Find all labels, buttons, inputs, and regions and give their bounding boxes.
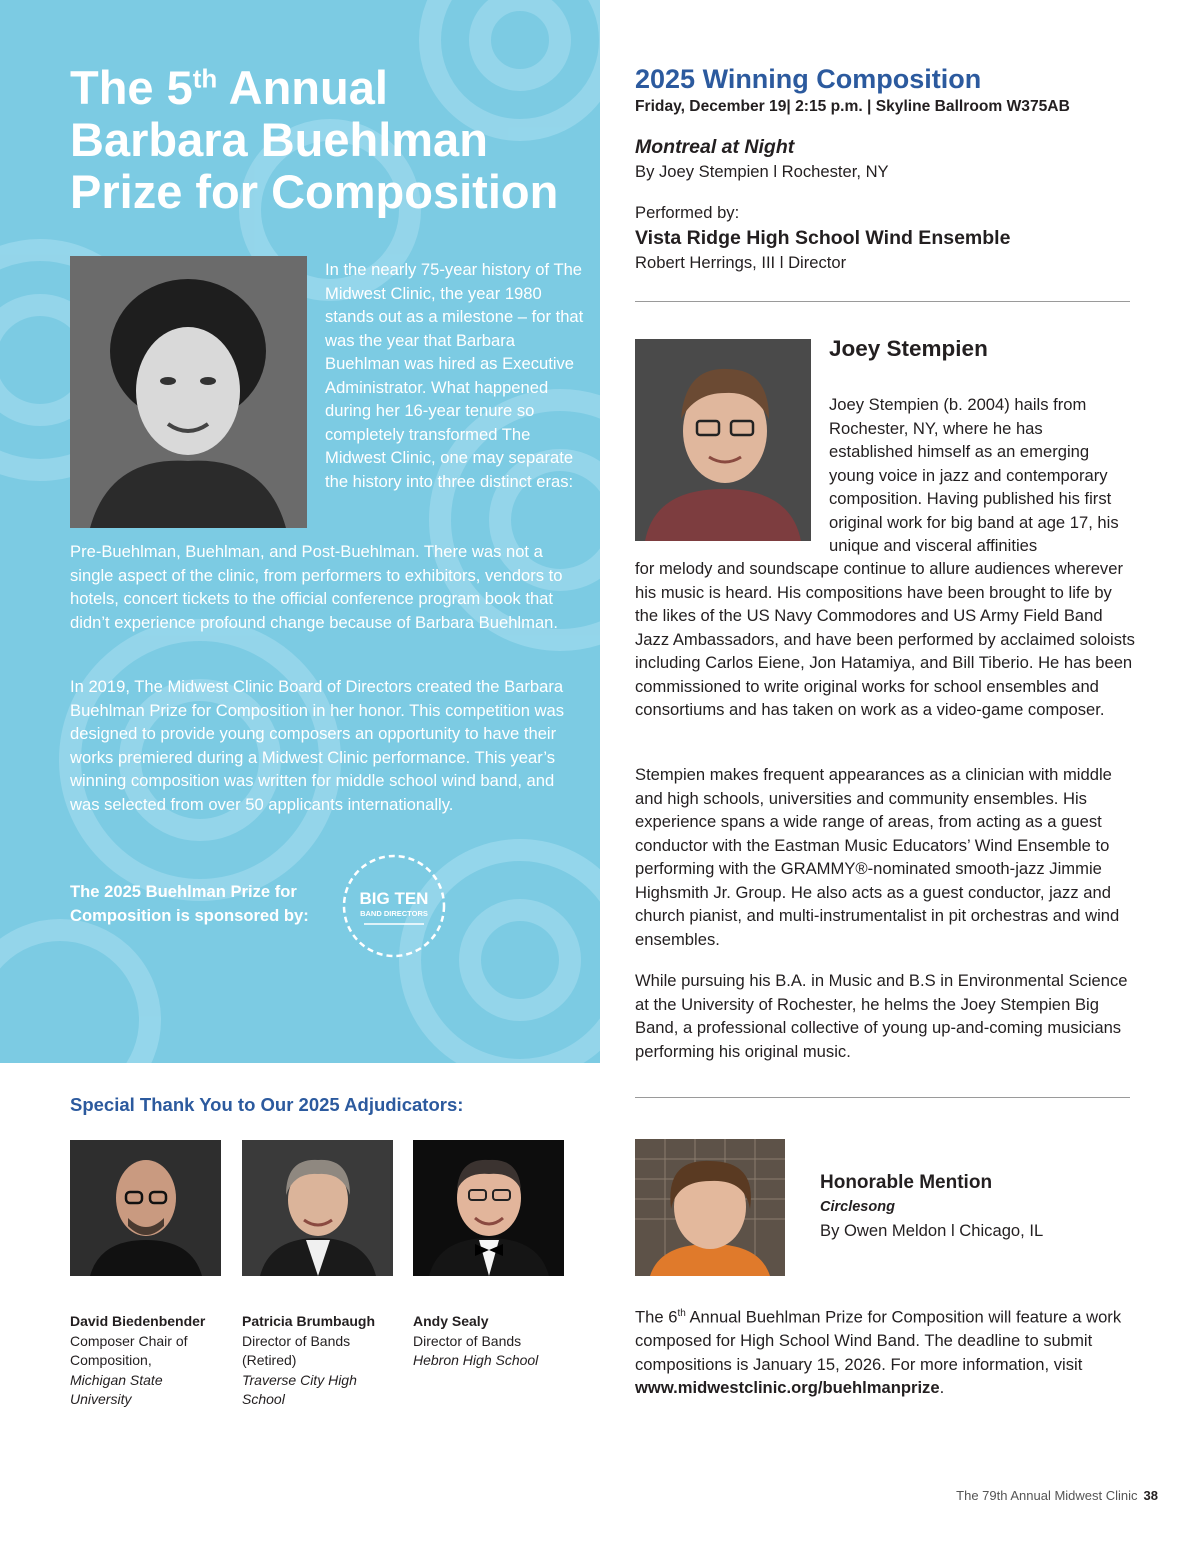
page-title: The 5th Annual Barbara Buehlman Prize for Composition: [70, 61, 559, 218]
sponsor-label: The 2025 Buehlman Prize for Composition is sponsored by:: [70, 882, 309, 925]
adjudicator-role: Director of Bands: [413, 1332, 522, 1349]
page-footer: [956, 1488, 1158, 1503]
adjudicator-name: Andy Sealy: [413, 1313, 489, 1329]
adjudicator-card: [70, 1140, 221, 1410]
page-number: 38: [1143, 1488, 1158, 1503]
winning-piece-title: Montreal at Night: [635, 136, 795, 158]
adjudicator-card: [242, 1140, 393, 1410]
performing-ensemble: Vista Ridge High School Wind Ensemble: [635, 227, 1011, 249]
bio-paragraph-continued: for melody and soundscape continue to allure audiences wherever his music is heard. His compositions have been brought to life by the likes of the US Navy Commodores and US Army Field Band Jazz Ambassadors, and have been performed by acclaimed soloists including Carlos Eiene, Jon Hatamiya, and Bill Tiberio. He has been commissioned to write original works for school ensembles and consortiums and has taken on work as a video-game composer.: [635, 559, 1135, 719]
joey-stempien-photo: [635, 339, 811, 541]
adjudicator-affiliation: Traverse City High School: [242, 1371, 357, 1407]
honorable-mention-heading: Honorable Mention: [820, 1172, 993, 1193]
adjudicator-role: Composer Chair of Composition,: [70, 1332, 188, 1368]
winning-piece-composer: By Joey Stempien l Rochester, NY: [635, 162, 889, 181]
adjudicator-name: Patricia Brumbaugh: [242, 1313, 376, 1329]
svg-text:BAND DIRECTORS: BAND DIRECTORS: [360, 909, 428, 918]
prize-website-link[interactable]: www.midwestclinic.org/buehlmanprize: [635, 1378, 940, 1398]
adjudicators-heading: Special Thank You to Our 2025 Adjudicators:: [70, 1094, 464, 1115]
honorable-mention-composer: By Owen Meldon l Chicago, IL: [820, 1221, 1044, 1240]
adjudicator-photo: [70, 1140, 221, 1276]
owen-meldon-photo: [635, 1139, 785, 1276]
divider: [635, 301, 1130, 302]
next-year-announcement: The 6th Annual Buehlman Prize for Composition will feature a work composed for High School Wind Band. The deadline to submit compositions is January 15, 2026. For more information, visit www.midwestclinic.org/buehlmanprize.: [635, 1307, 1122, 1398]
big-ten-band-directors-logo: [340, 852, 448, 960]
barbara-buehlman-portrait: [70, 256, 307, 528]
svg-text:BIG TEN: BIG TEN: [359, 889, 429, 908]
prize-history-paragraph: In 2019, The Midwest Clinic Board of Directors created the Barbara Buehlman Prize for Composition in her honor. This competition was designed to provide young composers an opportunity to have their works premiered during a Midwest Clinic performance. This year’s winning composition was written for middle school wind band, and was selected from over 50 applicants internationally.: [70, 677, 565, 814]
bio-paragraph-side: Joey Stempien (b. 2004) hails from Rochester, NY, where he has established himself as an emerging young voice in jazz and contemporary composition. Having published his first original work for big band at age 17, his unique and visceral affinities: [829, 395, 1119, 555]
footer-publication: The 79th Annual Midwest Clinic: [956, 1488, 1138, 1503]
honorable-mention-piece: Circlesong: [820, 1199, 895, 1215]
divider: [635, 1097, 1130, 1098]
ensemble-director: Robert Herrings, III l Director: [635, 253, 847, 272]
adjudicator-card: [413, 1140, 564, 1371]
adjudicator-photo: [413, 1140, 564, 1276]
performance-date-location: Friday, December 19| 2:15 p.m. | Skyline Ballroom W375AB: [635, 98, 1070, 115]
intro-paragraph-side: In the nearly 75-year history of The Midwest Clinic, the year 1980 stands out as a milestone – for that was the year that Barbara Buehlman was hired as Executive Administrator. What happened during her 16-year tenure so completely transformed The Midwest Clinic, one may separate the history into three distinct eras:: [325, 260, 584, 491]
intro-panel: [0, 0, 600, 1063]
bio-paragraph-3: While pursuing his B.A. in Music and B.S in Environmental Science at the University of Rochester, he helms the Joey Stempien Big Band, a professional collective of young up-and-coming musicians performing his original music.: [635, 971, 1128, 1061]
adjudicator-affiliation: Michigan State University: [70, 1371, 163, 1407]
adjudicator-name: David Biedenbender: [70, 1313, 206, 1329]
bio-name-heading: Joey Stempien: [829, 336, 988, 361]
adjudicator-role: Director of Bands (Retired): [242, 1332, 351, 1368]
adjudicator-photo: [242, 1140, 393, 1276]
bio-paragraph-2: Stempien makes frequent appearances as a clinician with middle and high schools, universities and community ensembles. His experience spans a wide range of areas, from acting as a guest conductor with the Eastman Music Educators’ Wind Ensemble to performing with the GRAMMY®-nominated smooth-jazz Jimmie Highsmith Jr. Group. He also acts as a guest conductor, jazz and church pianist, and multi-instrumentalist in pit orchestras and wind ensembles.: [635, 765, 1120, 949]
performed-by-label: Performed by:: [635, 203, 740, 222]
winning-composition-heading: 2025 Winning Composition: [635, 64, 982, 94]
intro-paragraph-continued: Pre-Buehlman, Buehlman, and Post-Buehlman. There was not a single aspect of the clinic, from performers to exhibitors, vendors to hotels, concert tickets to the official conference program book that didn’t experience profound change because of Barbara Buehlman.: [70, 542, 563, 632]
adjudicator-affiliation: Hebron High School: [413, 1352, 539, 1368]
